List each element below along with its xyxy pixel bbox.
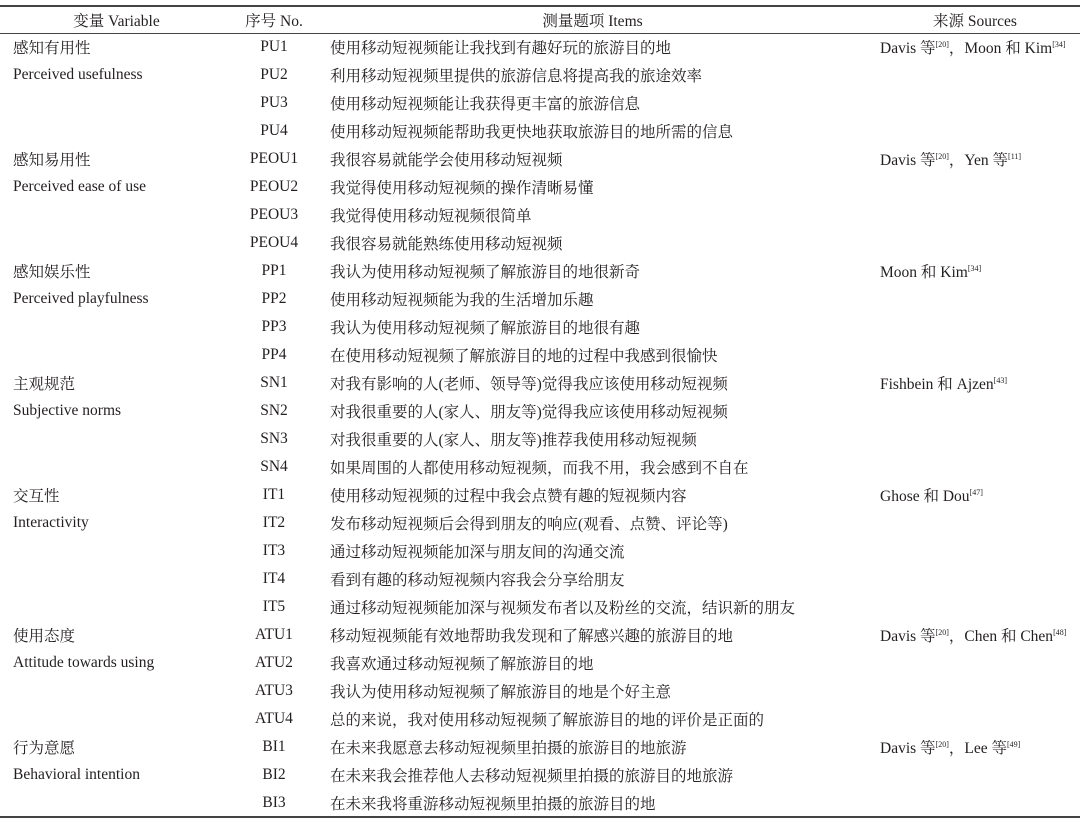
item-code: BI1 [262,738,286,755]
item-text: 总的来说，我对使用移动短视频了解旅游目的地的评价是正面的 [330,712,765,729]
source-cell [870,229,1080,257]
source-text: ，Moon 和 Kim [948,40,1053,58]
item-text: 在未来我会推荐他人去移动短视频里拍摄的旅游目的地旅游 [330,768,734,785]
table-row [0,453,1080,481]
header-items: 测量题项 Items [315,6,870,33]
variable-cell [0,537,233,565]
table-row [0,89,1080,117]
source-cell [870,565,1080,593]
source-cell [870,257,1080,285]
item-code: IT5 [262,598,286,615]
item-text: 在未来我愿意去移动短视频里拍摄的旅游目的地旅游 [330,740,687,757]
source-text: Davis 等 [880,40,936,58]
source-cell [870,89,1080,117]
table-row [0,201,1080,229]
source-cell [870,425,1080,453]
item-text: 利用移动短视频里提供的旅游信息将提高我的旅途效率 [330,68,703,85]
table-row [0,761,1080,789]
item-code: PP1 [261,262,287,279]
table-row [0,117,1080,145]
variable-cell: 主观规范 [13,376,76,393]
table-row [0,789,1080,817]
variable-cell [0,201,233,229]
variable-cell: 使用态度 [13,628,76,645]
table-row [0,229,1080,257]
citation-ref: [34] [1052,40,1066,50]
variable-cell: 感知易用性 [13,152,91,169]
table-row [0,593,1080,621]
table-row [0,285,1080,313]
citation-ref: [49] [1006,740,1021,749]
variable-cell: Subjective norms [13,402,122,419]
table-row [0,621,1080,649]
item-code: PU3 [260,94,288,111]
variable-cell: Perceived ease of use [13,178,146,195]
variable-cell: 感知有用性 [13,40,91,58]
source-text: Ghose 和 Dou [880,488,970,505]
item-text: 使用移动短视频能为我的生活增加乐趣 [330,292,594,309]
table-row [0,173,1080,201]
item-text: 使用移动短视频能帮助我更快地获取旅游目的地所需的信息 [330,124,734,141]
item-code: PP4 [261,346,287,363]
table-body [0,33,1080,817]
item-text: 对我有影响的人(老师、领导等)觉得我应该使用移动短视频 [330,376,728,393]
source-cell [870,789,1080,817]
source-cell [870,369,1080,397]
item-text: 看到有趣的移动短视频内容我会分享给朋友 [330,572,625,589]
item-code: PEOU1 [249,150,299,167]
source-cell [870,341,1080,369]
source-text: Moon 和 Kim [880,264,968,281]
item-text: 我很容易就能学会使用移动短视频 [330,152,563,169]
table-row [0,537,1080,565]
source-text: Davis 等 [880,628,936,645]
variable-cell [0,453,233,481]
table-row [0,145,1080,173]
source-cell [870,173,1080,201]
item-code: IT4 [262,570,286,587]
item-text: 我喜欢通过移动短视频了解旅游目的地 [330,656,594,673]
table-row [0,425,1080,453]
measurement-items-table [0,5,1080,818]
item-code: ATU3 [255,682,293,699]
item-code: IT2 [262,514,286,531]
source-cell [870,705,1080,733]
table-row [0,369,1080,397]
source-text: Davis 等 [880,740,936,757]
variable-cell: 感知娱乐性 [13,264,91,281]
variable-cell [0,117,233,145]
variable-cell [0,313,233,341]
item-text: 通过移动短视频能加深与视频发布者以及粉丝的交流，结识新的朋友 [330,600,796,617]
citation-ref: [20] [935,740,949,749]
item-code: BI3 [233,789,315,817]
table-row [0,313,1080,341]
citation-ref: [48] [1053,628,1067,637]
source-cell [870,313,1080,341]
source-text: ，Chen 和 Chen [948,628,1054,645]
source-cell [870,733,1080,761]
header-no: 序号 No. [233,6,315,33]
item-code: PU2 [260,66,288,83]
item-code: PEOU3 [249,206,299,223]
item-text: 使用移动短视频能让我获得更丰富的旅游信息 [330,96,641,113]
header-variable: 变量 Variable [0,6,233,33]
table-row [0,649,1080,677]
variable-cell: Perceived usefulness [13,66,143,83]
item-text: 在未来我将重游移动短视频里拍摄的旅游目的地 [315,789,870,817]
table-row [0,509,1080,537]
item-code: IT1 [262,486,286,503]
item-text: 我觉得使用移动短视频的操作清晰易懂 [330,180,594,197]
source-cell [870,649,1080,677]
item-code: SN3 [260,430,288,447]
source-cell [870,481,1080,509]
variable-cell [0,89,233,117]
header-sources: 来源 Sources [870,6,1080,33]
source-cell [870,285,1080,313]
citation-ref: [11] [1008,152,1022,161]
variable-cell: 行为意愿 [13,740,76,757]
item-text: 对我很重要的人(家人、朋友等)推荐我使用移动短视频 [330,432,697,449]
citation-ref: [34] [967,264,982,273]
item-text: 我认为使用移动短视频了解旅游目的地很新奇 [330,264,641,281]
item-text: 使用移动短视频能让我找到有趣好玩的旅游目的地 [330,40,672,58]
source-text: Davis 等 [880,152,936,169]
table-row [0,677,1080,705]
variable-cell [0,593,233,621]
citation-ref: [20] [935,40,949,50]
source-cell [870,593,1080,621]
item-code: ATU1 [255,626,293,643]
table-row [0,481,1080,509]
variable-cell: 交互性 [13,488,60,505]
citation-ref: [20] [935,628,949,637]
header-row [0,6,1080,33]
item-text: 我认为使用移动短视频了解旅游目的地是个好主意 [330,684,672,701]
item-code: SN1 [260,374,288,391]
table-row [0,397,1080,425]
variable-cell [0,677,233,705]
citation-ref: [47] [969,488,983,497]
source-cell [870,761,1080,789]
source-text: ，Lee 等 [948,740,1007,757]
variable-cell [0,341,233,369]
variable-cell [0,789,233,817]
item-code: SN4 [260,458,288,475]
item-text: 发布移动短视频后会得到朋友的响应(观看、点赞、评论等) [330,516,728,533]
item-code: IT3 [262,542,286,559]
source-cell [870,117,1080,145]
table-row [0,33,1080,61]
variable-cell [0,229,233,257]
item-code: ATU4 [255,710,293,727]
item-text: 对我很重要的人(家人、朋友等)觉得我应该使用移动短视频 [330,404,728,421]
item-code: SN2 [260,402,288,419]
variable-cell: Perceived playfulness [13,290,149,307]
item-code: PP2 [261,290,287,307]
variable-cell: Interactivity [13,514,89,531]
source-cell [870,453,1080,481]
item-text: 我认为使用移动短视频了解旅游目的地很有趣 [330,320,641,337]
variable-cell: Behavioral intention [13,766,140,783]
source-cell [870,621,1080,649]
variable-cell [0,565,233,593]
item-text: 如果周围的人都使用移动短视频，而我不用，我会感到不自在 [330,460,749,477]
item-text: 移动短视频能有效地帮助我发现和了解感兴趣的旅游目的地 [330,628,734,645]
source-cell [870,509,1080,537]
item-code: ATU2 [255,654,293,671]
item-code: PP3 [261,318,287,335]
source-text: ，Yen 等 [948,152,1009,169]
table-row [0,341,1080,369]
table-row [0,61,1080,89]
variable-cell [0,705,233,733]
source-cell [870,201,1080,229]
table-row [0,705,1080,733]
citation-ref: [20] [935,152,949,161]
table-row [0,733,1080,761]
item-text: 使用移动短视频的过程中我会点赞有趣的短视频内容 [330,488,687,505]
variable-cell [0,425,233,453]
item-code: PEOU4 [249,234,299,251]
variable-cell: Attitude towards using [13,654,155,671]
item-code: PU4 [260,122,288,139]
item-text: 在使用移动短视频了解旅游目的地的过程中我感到很愉快 [330,348,718,365]
source-cell [870,145,1080,173]
source-cell [870,537,1080,565]
table-row [0,565,1080,593]
source-cell [870,397,1080,425]
source-text: Fishbein 和 Ajzen [880,376,994,393]
item-text: 我觉得使用移动短视频很简单 [330,208,532,225]
source-cell [870,677,1080,705]
table-row [0,257,1080,285]
source-cell [870,33,1080,61]
item-code: PU1 [260,38,288,56]
source-cell [870,61,1080,89]
item-code: PEOU2 [249,178,299,195]
item-text: 我很容易就能熟练使用移动短视频 [330,236,563,253]
citation-ref: [43] [993,376,1007,385]
item-text: 通过移动短视频能加深与朋友间的沟通交流 [330,544,625,561]
item-code: BI2 [262,766,286,783]
